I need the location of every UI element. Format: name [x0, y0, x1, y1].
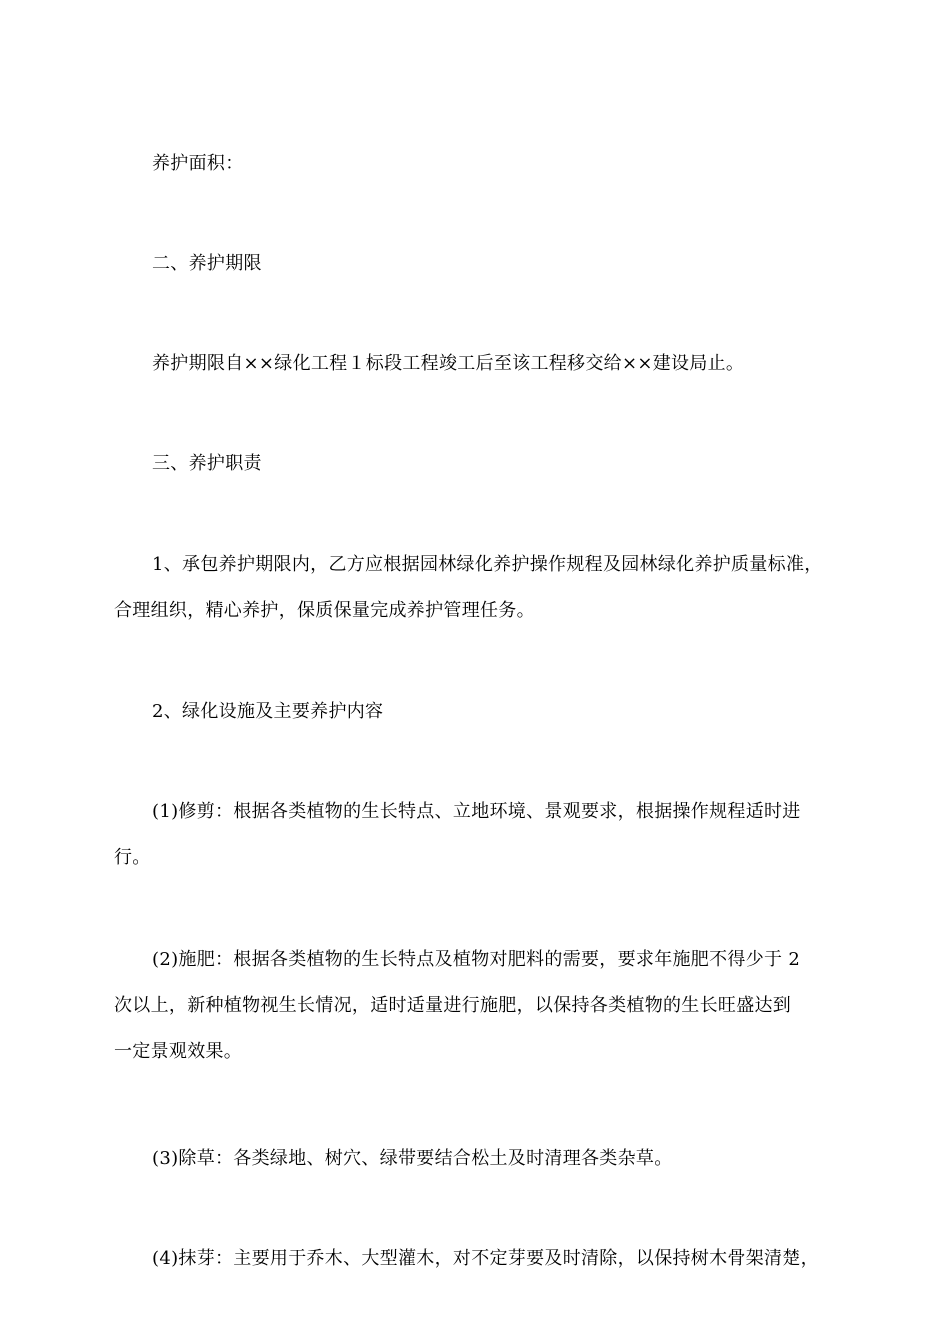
- paragraph-weeding: [114, 1136, 850, 1182]
- paragraph-term: [114, 341, 850, 387]
- text-line: 一定景观效果。: [114, 1041, 243, 1062]
- heading-term: [114, 241, 850, 287]
- text-line: (3)除草：各类绿地、树穴、绿带要结合松土及时清理各类杂草。: [152, 1148, 673, 1169]
- paragraph-fertilizing: [114, 937, 850, 1075]
- text-line: 养护期限自××绿化工程１标段工程竣工后至该工程移交给××建设局止。: [152, 353, 745, 374]
- text-line: (2)施肥：根据各类植物的生长特点及植物对肥料的需要，要求年施肥不得少于 2: [152, 949, 801, 970]
- paragraph-area: [114, 141, 850, 187]
- text-line: 合理组织，精心养护，保质保量完成养护管理任务。: [114, 600, 535, 621]
- text-line: 二、养护期限: [152, 253, 262, 274]
- paragraph-duty-1: [114, 542, 850, 634]
- text-line: 养护面积：: [152, 153, 244, 174]
- heading-duties: [114, 441, 850, 487]
- text-line: 1、承包养护期限内，乙方应根据园林绿化养护操作规程及园林绿化养护质量标准，: [152, 554, 823, 575]
- text-line: 行。: [114, 847, 151, 868]
- text-line: 三、养护职责: [152, 453, 262, 474]
- paragraph-debudding: [114, 1236, 850, 1282]
- paragraph-duty-2: [114, 689, 850, 735]
- text-line: 次以上，新种植物视生长情况，适时适量进行施肥，以保持各类植物的生长旺盛达到: [114, 995, 792, 1016]
- text-line: 2、绿化设施及主要养护内容: [152, 701, 384, 722]
- text-line: (4)抹芽：主要用于乔木、大型灌木，对不定芽要及时清除，以保持树木骨架清楚，: [152, 1248, 819, 1269]
- text-line: (1)修剪：根据各类植物的生长特点、立地环境、景观要求，根据操作规程适时进: [152, 801, 801, 822]
- paragraph-pruning: [114, 789, 850, 881]
